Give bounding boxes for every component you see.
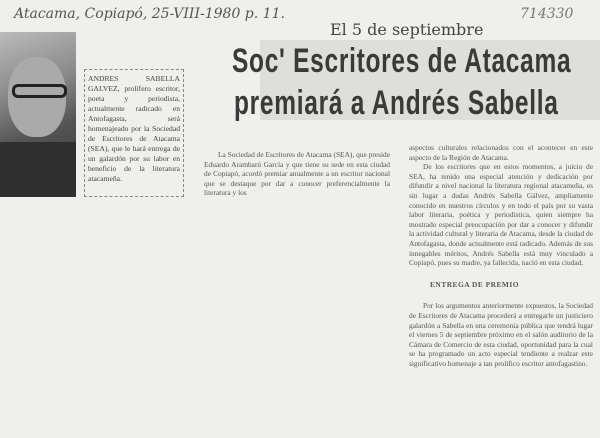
body-column-1 — [204, 150, 390, 198]
subheading: ENTREGA DE PREMIO — [430, 279, 519, 289]
catalog-number: 714330 — [520, 6, 574, 22]
photo-caption: ANDRES SABELLA GALVEZ, prolífero escritor, poeta y periodista, actualmente radicado en Antofagasta, será homenajeado por la Sociedad de Escritores de Atacama (SEA), que le hará entrega de un galardón por su labor en beneficio de la literatura atacameña. — [84, 69, 184, 197]
paragraph: Por los argumentos anteriormente expuestos, la Sociedad de Escritores de Atacama procederá a entregarle un justiciero galardón a Sabella en una ceremonia pública que tendrá lugar el viernes 5 de septiembre próximo en el salón auditorio de la Cámara de Comercio de esta ciudad, oportunidad para la cual se ha programado un acto especial tendiente a realzar este significativo homenaje a tan prolífico escritor antofagastino. — [409, 301, 593, 368]
kicker: El 5 de septiembre — [330, 20, 484, 39]
body-column-2 — [409, 143, 593, 368]
handwritten-source-note: Atacama, Copiapó, 25-VIII-1980 p. 11. — [14, 6, 285, 22]
headline-line-2: premiará a Andrés Sabella — [234, 84, 559, 122]
headline-line-1: Soc' Escritores de Atacama — [232, 42, 572, 80]
paragraph: La Sociedad de Escritores de Atacama (SEA), que preside Eduardo Arambarú García y que tiene su sede en esta ciudad de Copiapó, acordó premiar anualmente a un escritor nacional que se destaque por dar a conocer preferencialmente la literatura y los — [204, 150, 390, 198]
paragraph: De los escritores que en estos momentos, a juicio de SEA, ha tenido una especial atención y dedicación por difundir a nivel nacional la literatura regional atacameña, es sin lugar a dudas Andrés Sabella Gálvez, ampliamente conocido en nuestros círculos y en todo el país por su vasta labor literaria, poética y periodística, quien siempre ha mostrado especial preocupación por dar a conocer y difundir la actividad cultural y literaria de Atacama, desde la ciudad de Antofagasta, donde actualmente está radicado. Además de sus innegables méritos, Andrés Sabella está muy vinculado a Copiapó, pues su madre, ya fallecida, nació en esta ciudad. — [409, 162, 593, 268]
paragraph: aspectos culturales relacionados con el acontecer en este aspecto de la Región de Atacama. — [409, 143, 593, 162]
author-photo — [0, 32, 76, 197]
